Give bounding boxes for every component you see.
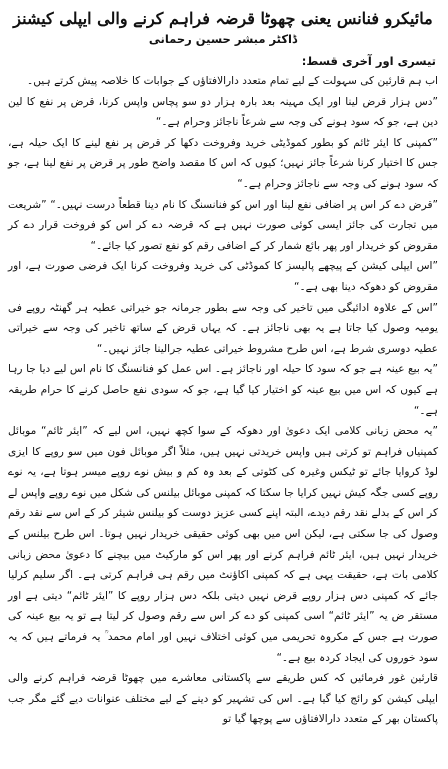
paragraph: ”کمپنی کا ایئر ٹائم کو بطور کموڈیٹی خرید وفروخت دکھا کر قرض پر نفع لینے کا ایک حیلہ ہے، جس کا اختیار کرنا شرعاً جائز نہیں؛ کیوں کہ اس کا مقصد واضح طور پر قرض پر نفع لینا ہے، جو کہ سود ہونے کی وجہ سے ناجائز وحرام ہے۔“ [8,136,438,190]
paragraph: ”دس ہزار قرض لینا اور ایک مہینہ بعد بارہ ہزار دو سو پچاس واپس کرنا، قرض پر نفع کا لین دین ہے، جو کہ سود ہونے کی وجہ سے شرعاً ناجائز وحرام ہے۔“ [8,95,438,129]
paragraph: ”اس ایپلی کیشن کے پیچھے پالیسز کا کموڈٹی کی خرید وفروخت کرنا ایک فرضی صورت ہے، اور مقروض کو دھوکہ دینا بھی ہے۔“ [8,260,438,293]
article-author: ڈاکٹر مبشر حسین رحمانی [148,32,298,46]
paragraph: اب ہم قارئین کی سہولت کے لیے تمام متعدد دارالافتاؤں کے جوابات کا خلاصہ پیش کرتے ہیں۔ [27,75,438,87]
article-subheading: تیسری اور آخری قسط: [301,54,436,68]
paragraph: ”قرض دے کر اس پر اضافی نفع لینا اور اس کو فنانسنگ کا نام دینا قطعاً درست نہیں۔“ ”شریعت میں تجارت کی جائز ایسی کوئی صورت نہیں ہے کہ قرضہ دے کر اس کو فروخت قرار دے کر مقروض کو خریدار اور پھر بائع شمار کر کے اضافی رقم کو نفع تصور کیا جائے۔“ [8,198,438,252]
article-body [8,71,438,730]
article-title: مائیکرو فنانس یعنی چھوٹا قرضہ فراہم کرنے والی ایپلی کیشنز [13,9,433,28]
paragraph: قارئین غور فرمائیں کہ کس طریقے سے پاکستانی معاشرے میں چھوٹا قرضہ فراہم کرنے والی ایپلی کیشن کو رائج کیا گیا ہے۔ اس کی تشہیر کو دینے کے لیے مختلف عنوانات دیے گئے مگر جب پاکستان بھر کے متعدد دارالافتاؤں سے پوچھا گیا تو [8,672,438,726]
paragraph: ”یہ بیع عینہ ہے جو کہ سود کا حیلہ اور ناجائز ہے۔ اس عمل کو فنانسنگ کا نام اس لیے دیا جا رہا ہے کیوں کہ اس میں بیع عینہ کو اختیار کیا گیا ہے، جو کہ سودی نفع حاصل کرنے کا حرام طریقہ ہے۔“ [8,363,438,417]
paragraph: ”یہ محض زبانی کلامی ایک دعویٰ اور دھوکہ کے سوا کچھ نہیں، اس لیے کہ ”ایئر ٹائم“ موبائل کمپنیاں فراہم تو کرتی ہیں واپس خریدتی نہیں ہیں، مثلاً اگر موبائل فون میں سو روپے کا ایزی لوڈ کروایا جائے تو ٹیکس وغیرہ کی کٹوتی کے بعد وہ کم و بیش نوے روپے میسر ہوتا ہے، یہ نوے روپے کسی جگہ کیش نہیں کرایا جا سکتا کہ کمپنی موبائل بیلنس کی شکل میں نوے روپے واپس لے کر اس کے بدلے نقد رقم دیدے، البتہ اپنے کسی عزیز دوست کو بیلنس شیئر کر کے اس سے نقد رقم وصول کی جا سکتی ہے، لیکن اس میں بھی کوئی حقیقی خریدار نہیں ہوتا۔ اس طرح بیلنس کے خریدار نہیں ہیں، ایئر ٹائم فراہم کرنے اور پھر اس کو مارکیٹ میں بیچنے کا دعویٰ محض زبانی کلامی بات ہے، حقیقت یہی ہے کہ کمپنی اکاؤنٹ میں رقم ہی فراہم کرتی ہے۔ اگر سلیم کرلیا جائے کہ کمپنی دس ہزار روپے قرض نہیں دیتی بلکہ دس ہزار روپے کا ”ایئر ٹائم“ دیتی ہے اور مستقر ض یہ ”ایئر ٹائم“ اسی کمپنی کو دے کر اس سے رقم وصول کر لیتا ہے تو یہ بیع عینہ کی صورت ہے جس کے مکروہ تحریمی میں کوئی اختلاف نہیں اور امام محمد ؒ یہ فرماتے ہیں کہ یہ سود خوروں کی ایجاد کردہ بیع ہے۔“ [8,425,438,664]
paragraph: ”اس کے علاوہ ادائیگی میں تاخیر کی وجہ سے بطور جرمانہ جو خیراتی عطیہ ہر گھنٹہ روپے فی یومیہ وصول کیا جاتا ہے یہ بھی ناجائز ہے۔ کہ یہاں قرض کے ساتھ تاخیر کی وجہ سے خیراتی عطیہ دوسری شرط ہے، اس طرح مشروط خیراتی عطیہ جرالینا جائز نہیں۔“ [8,301,438,355]
